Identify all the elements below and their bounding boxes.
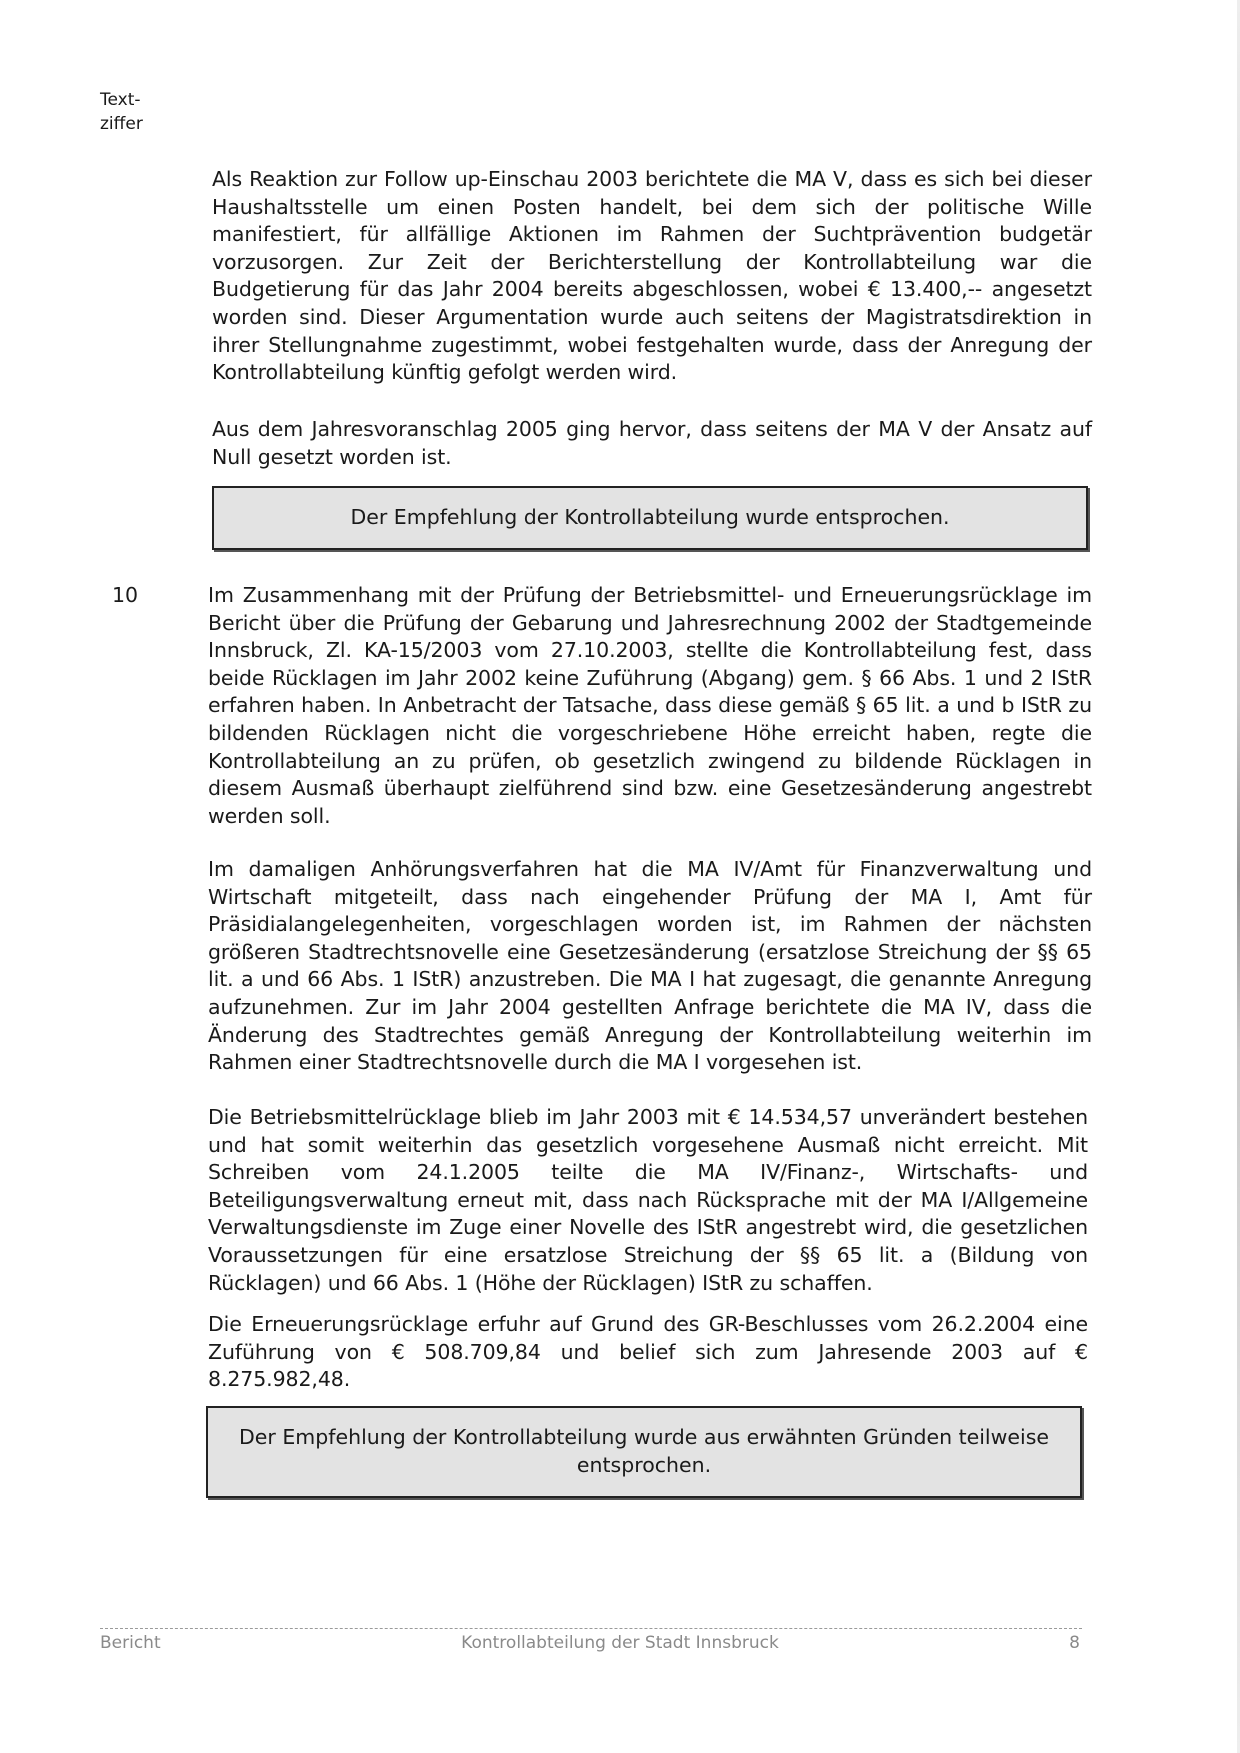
- recommendation-box-text: Der Empfehlung der Kontrollabteilung wurde entsprochen.: [350, 505, 950, 530]
- footer-page-number: 8: [1069, 1633, 1080, 1653]
- paragraph-jahresvoranschlag: Aus dem Jahresvoranschlag 2005 ging hervor, dass seitens der MA V der Ansatz auf Null gesetzt worden ist.: [212, 417, 1092, 469]
- margin-label-textziffer: Text- ziffer: [100, 90, 143, 134]
- paragraph-betriebsmittelruecklage: Die Betriebsmittelrücklage blieb im Jahr 2003 mit € 14.534,57 unverändert bestehen und hat somit weiterhin das gesetzlich vorgesehene Ausmaß nicht erreicht. Mit Schreiben vom 24.1.2005 teilte die MA IV/Finanz-, Wirtschafts- und Beteiligungsverwaltung erneut mit, dass nach Rücksprache mit der MA I/Allgemeine Verwaltungsdienste im Zuge einer Novelle des IStR angestrebt wird, die gesetzlichen Voraussetzungen für eine ersatzlose Streichung der §§ 65 lit. a (Bildung von Rücklagen) und 66 Abs. 1 (Höhe der Rücklagen) IStR zu schaffen.: [208, 1105, 1088, 1295]
- paragraph-follow-up-reaction: Als Reaktion zur Follow up-Einschau 2003 berichtete die MA V, dass es sich bei dieser Haushaltsstelle um einen Posten handelt, bei dem sich der politische Wille manifestiert, für allfällige Aktionen im Rahmen der Suchtprävention budgetär vorzusorgen. Zur Zeit der Berichterstellung der Kontrollabteilung war die Budgetierung für das Jahr 2004 bereits abgeschlossen, wobei € 13.400,-- angesetzt worden sind. Dieser Argumentation wurde auch seitens der Magistratsdirektion in ihrer Stellungnahme zugestimmt, wobei festgehalten wurde, dass der Anregung der Kontrollabteilung künftig gefolgt werden wird.: [212, 167, 1092, 385]
- paragraph-anhoerungsverfahren: Im damaligen Anhörungsverfahren hat die MA IV/Amt für Finanzverwaltung und Wirtschaft mitgeteilt, dass nach eingehender Prüfung der MA I, Amt für Präsidialangelegenheiten, vorgeschlagen worden ist, im Rahmen der nächsten größeren Stadtrechtsnovelle eine Gesetzesänderung (ersatzlose Streichung der §§ 65 lit. a und 66 Abs. 1 IStR) anzustreben. Die MA I hat zugesagt, die genannte Anregung aufzunehmen. Zur im Jahr 2004 gestellten Anfrage berichtete die MA IV, dass die Änderung des Stadtrechtes gemäß Anregung der Kontrollabteilung weiterhin im Rahmen einer Stadtrechtsnovelle durch die MA I vorgesehen ist.: [208, 857, 1092, 1075]
- recommendation-box-fulfilled: [212, 486, 1088, 550]
- recommendation-box-partially-fulfilled: [206, 1406, 1082, 1498]
- textziffer-number: 10: [112, 583, 139, 607]
- recommendation-box-text: Der Empfehlung der Kontrollabteilung wurde aus erwähnten Gründen teilweise entsprochen.: [239, 1425, 1049, 1477]
- paragraph-erneuerungsruecklage: Die Erneuerungsrücklage erfuhr auf Grund des GR-Beschlusses vom 26.2.2004 eine Zuführung von € 508.709,84 und belief sich zum Jahresende 2003 auf € 8.275.982,48.: [208, 1312, 1088, 1392]
- footer-left-bericht: Bericht: [100, 1633, 161, 1653]
- footer-divider: [100, 1628, 1082, 1629]
- footer-center-organization: Kontrollabteilung der Stadt Innsbruck: [461, 1633, 779, 1653]
- paragraph-ruecklagen-pruefung: Im Zusammenhang mit der Prüfung der Betriebsmittel- und Erneuerungsrücklage im Bericht über die Prüfung der Gebarung und Jahresrechnung 2002 der Stadtgemeinde Innsbruck, Zl. KA-15/2003 vom 27.10.2003, stellte die Kontrollabteilung fest, dass beide Rücklagen im Jahr 2002 keine Zuführung (Abgang) gem. § 66 Abs. 1 und 2 IStR erfahren haben. In Anbetracht der Tatsache, dass diese gemäß § 65 lit. a und b IStR zu bildenden Rücklagen nicht die vorgeschriebene Höhe erreicht haben, regte die Kontrollabteilung an zu prüfen, ob gesetzlich zwingend zu bildende Rücklagen in diesem Ausmaß überhaupt zielführend sind bzw. eine Gesetzesänderung angestrebt werden soll.: [208, 583, 1092, 828]
